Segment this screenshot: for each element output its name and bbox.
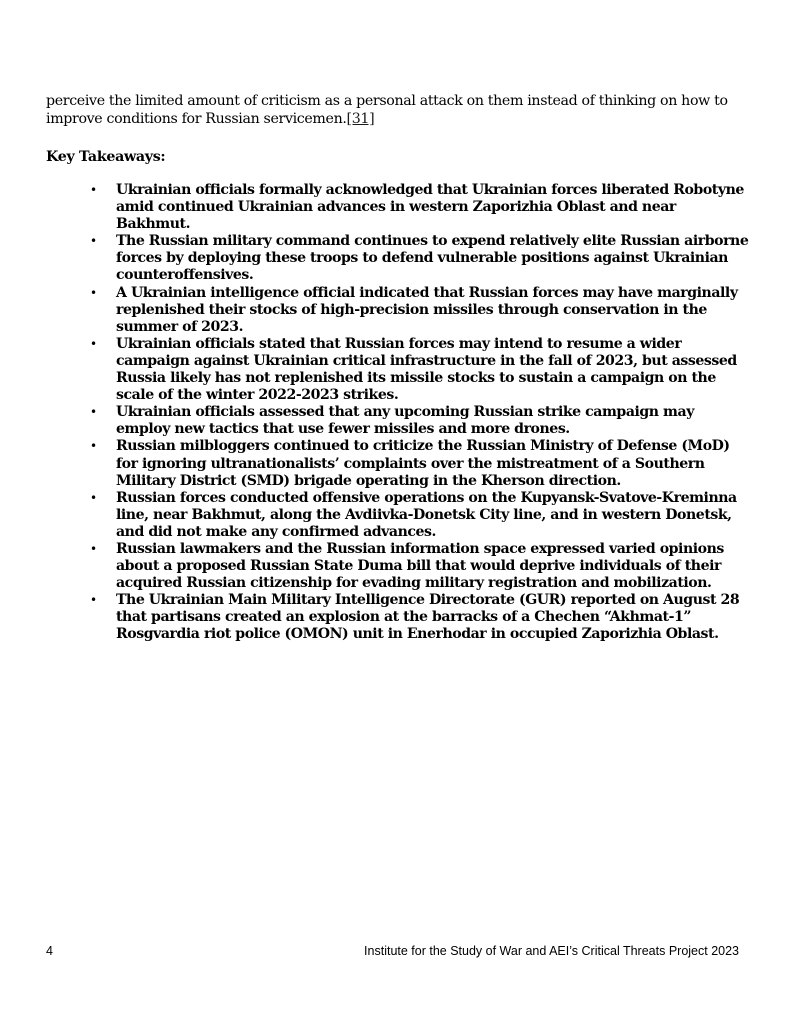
list-item xyxy=(90,404,750,438)
bullet-icon: • xyxy=(90,285,97,300)
takeaway-text: Russian lawmakers and the Russian information space expressed varied opinions about a proposed Russian State Duma bill that would deprive individuals of their acquired Russian citizenship for evading military registration and mobilization. xyxy=(116,540,724,592)
bullet-icon: • xyxy=(90,490,97,505)
list-item xyxy=(90,285,750,336)
list-item xyxy=(90,541,750,592)
page-number: 4 xyxy=(46,944,53,958)
bullet-icon: • xyxy=(90,336,97,351)
takeaway-text: The Russian military command continues to expend relatively elite Russian airborne forces by deploying these troops to defend vulnerable positions against Ukrainian counteroffensives. xyxy=(116,233,749,284)
bullet-icon: • xyxy=(90,439,97,454)
bullet-icon: • xyxy=(90,541,97,556)
takeaway-text: Russian forces conducted offensive operations on the Kupyansk-Svatove-Kreminna line, near Bakhmut, along the Avdiivka-Donetsk City line, and in western Donetsk, and did not make any confirmed advances. xyxy=(116,489,737,540)
bullet-icon: • xyxy=(90,183,97,197)
list-item xyxy=(90,233,750,284)
list-item xyxy=(90,336,750,404)
intro-text: perceive the limited amount of criticism as a personal attack on them instead of thinking on how to improve conditions for Russian servicemen. xyxy=(46,93,728,127)
takeaway-text: A Ukrainian intelligence official indicated that Russian forces may have marginally replenished their stocks of high-precision missiles through conservation in the summer of 2023. xyxy=(116,284,738,335)
list-item xyxy=(90,182,750,233)
list-item xyxy=(90,490,750,541)
takeaway-text: Ukrainian officials stated that Russian forces may intend to resume a wider campaign against Ukrainian critical infrastructure in the fall of 2023, but assessed Russia likely has not replenished its missile stocks to sustain a campaign on the scale of the winter 2022-2023 strikes. xyxy=(116,335,737,404)
takeaway-text: Ukrainian officials assessed that any upcoming Russian strike campaign may employ new tactics that use fewer missiles and more drones. xyxy=(116,404,694,438)
bullet-icon: • xyxy=(90,593,97,608)
citation-link[interactable]: [31] xyxy=(346,111,375,127)
bullet-icon: • xyxy=(90,234,97,249)
list-item xyxy=(90,438,750,489)
footer-organization: Institute for the Study of War and AEI’s Critical Threats Project 2023 xyxy=(364,944,739,958)
takeaway-text: The Ukrainian Main Military Intelligence Directorate (GUR) reported on August 28 that partisans created an explosion at the barracks of a Chechen “Akhmat-1” Rosgvardia riot police (OMON) unit in Enerhodar in occupied Zaporizhia Oblast. xyxy=(116,592,740,643)
key-takeaways-heading: Key Takeaways: xyxy=(46,149,166,165)
intro-paragraph xyxy=(46,92,746,128)
key-takeaways-list xyxy=(90,182,750,644)
bullet-icon: • xyxy=(90,405,97,420)
takeaway-text: Russian milbloggers continued to criticize the Russian Ministry of Defense (MoD) for ignoring ultranationalists’ complaints over the mistreatment of a Southern Military District (SMD) brigade operating in the Kherson direction. xyxy=(116,438,730,489)
takeaway-text: Ukrainian officials formally acknowledged that Ukrainian forces liberated Robotyne amid continued Ukrainian advances in western Zaporizhia Oblast and near Bakhmut. xyxy=(116,182,744,233)
list-item xyxy=(90,592,750,643)
